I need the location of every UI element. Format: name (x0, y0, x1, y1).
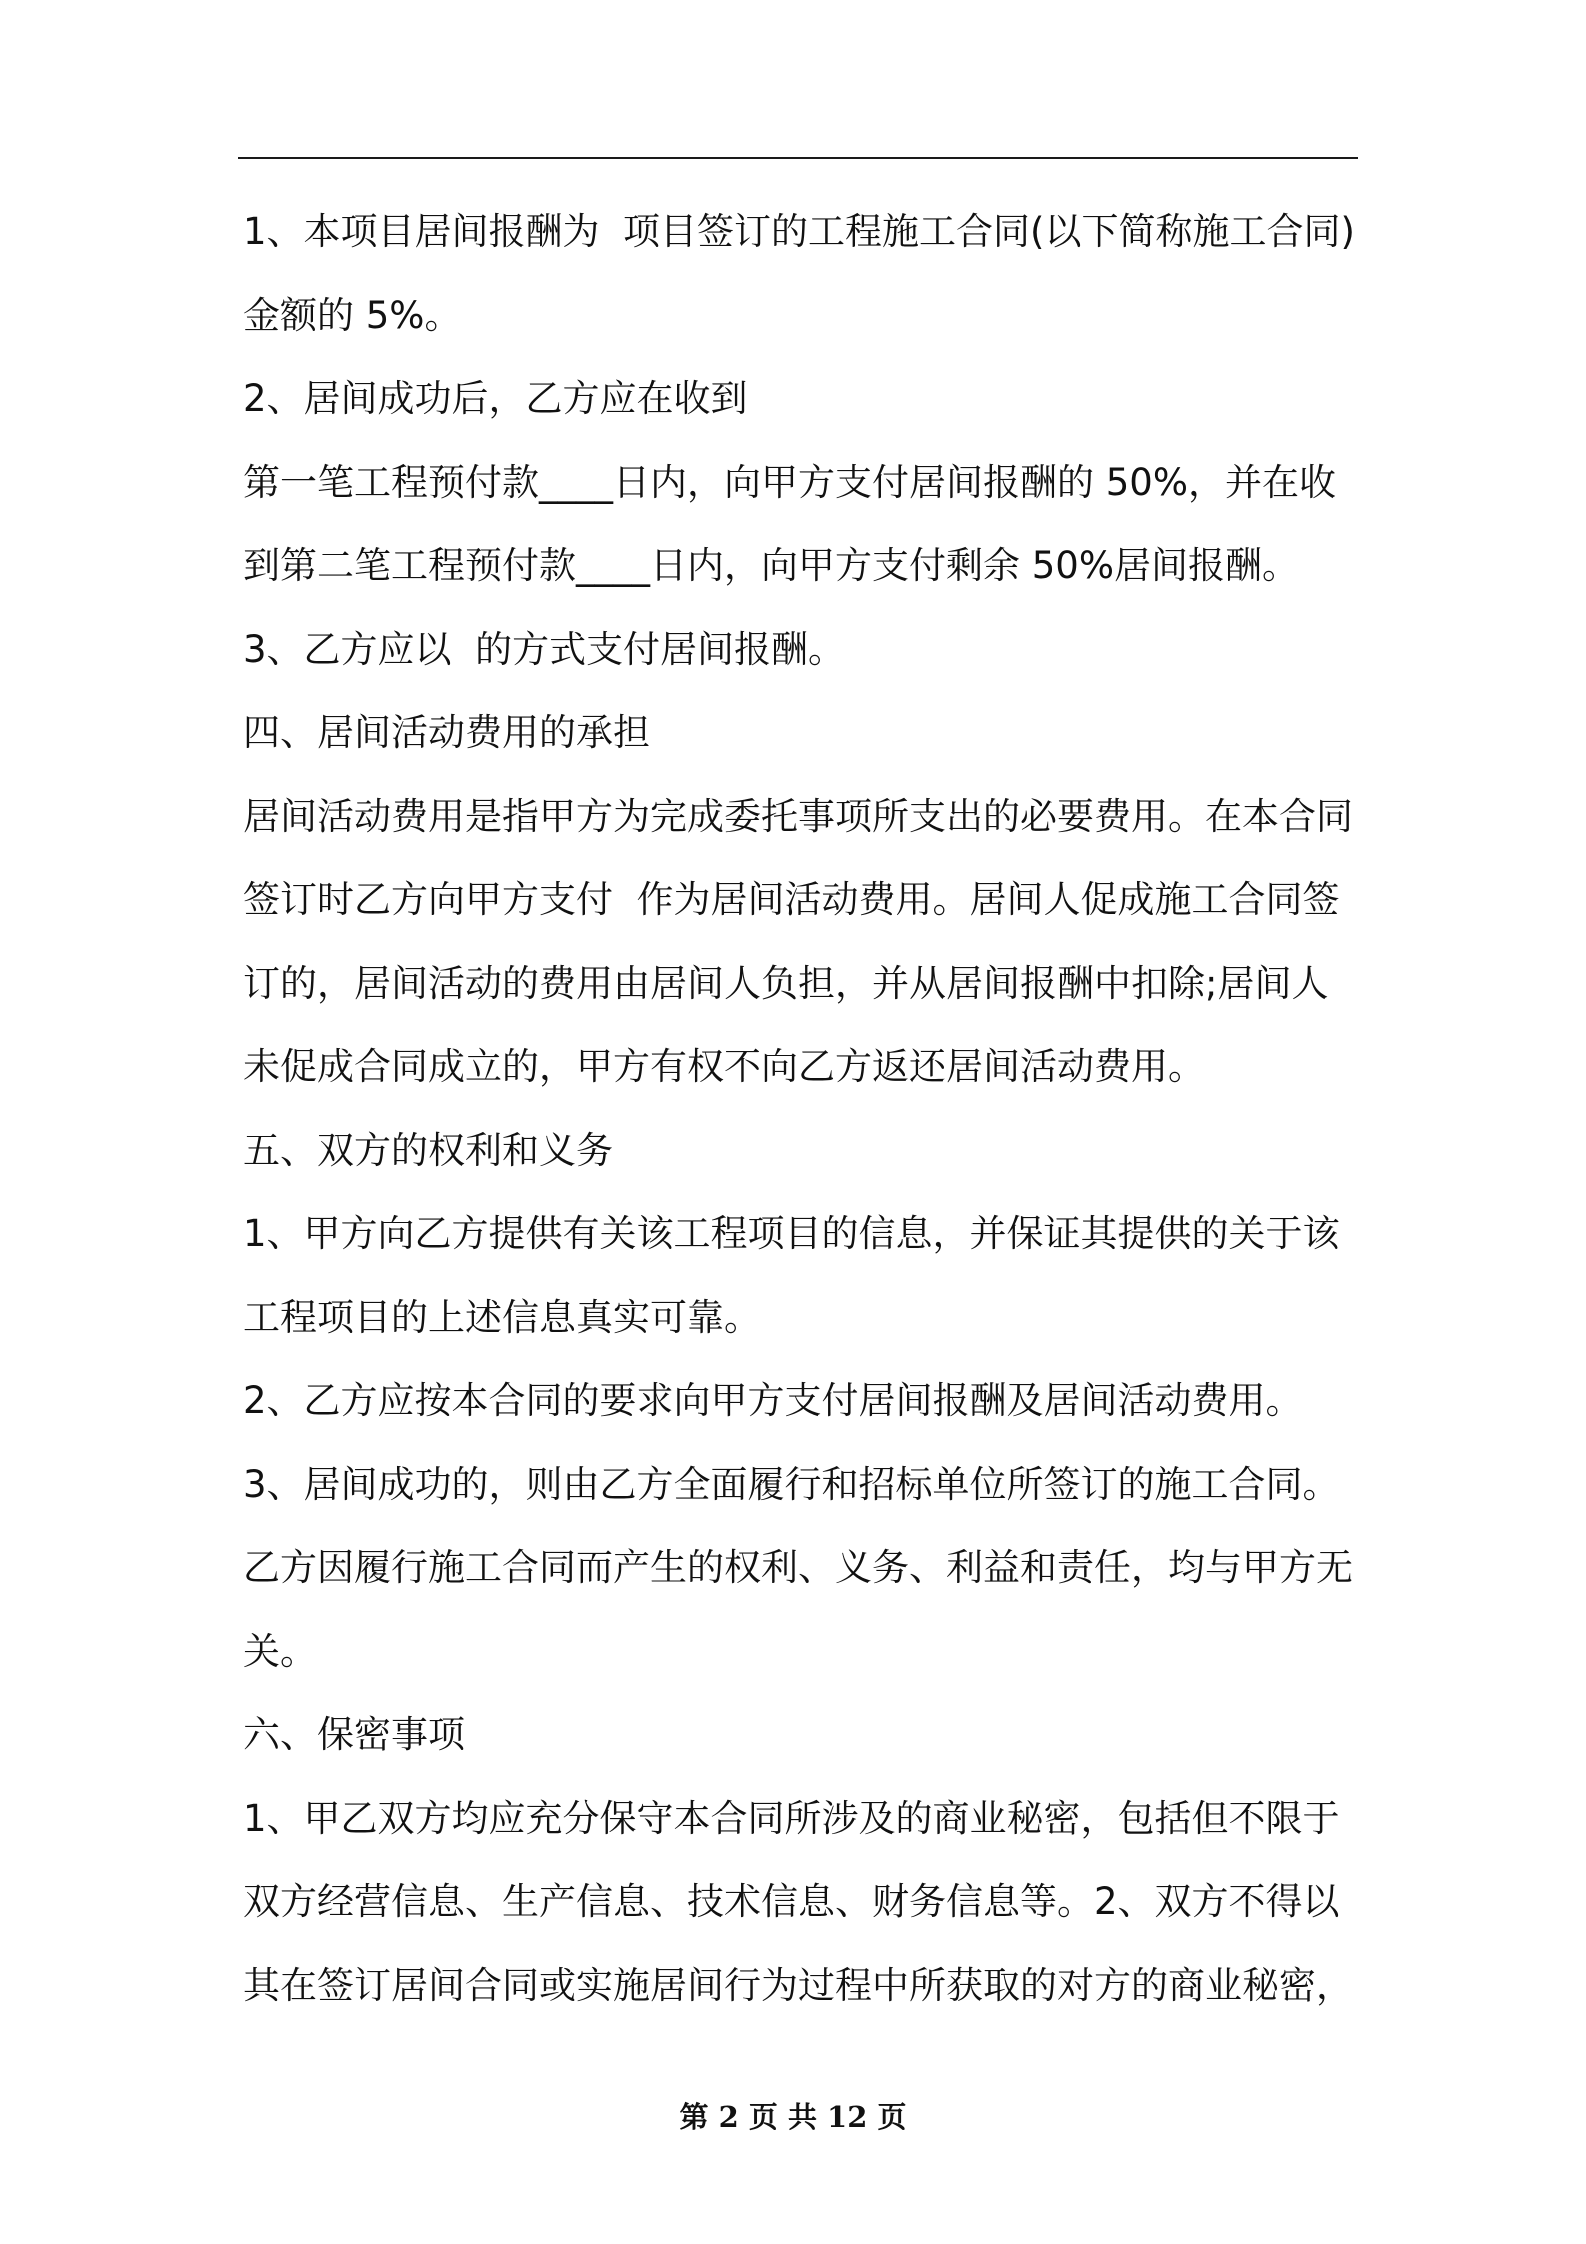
paragraph-line: 其在签订居间合同或实施居间行为过程中所获取的对方的商业秘密， (243, 1963, 1353, 2007)
paragraph-line: 金额的 5%。 (243, 293, 462, 337)
page-number-footer: 第 2 页 共 12 页 (679, 2100, 907, 2134)
paragraph-line: 3、乙方应以 的方式支付居间报酬。 (243, 627, 846, 671)
paragraph-line: 2、居间成功后，乙方应在收到 (243, 377, 748, 420)
paragraph-line: 1、本项目居间报酬为 项目签订的工程施工合同(以下简称施工合同) (243, 210, 1355, 253)
paragraph-line: 关。 (243, 1629, 317, 1673)
paragraph-line: 居间活动费用是指甲方为完成委托事项所支出的必要费用。在本合同 (243, 794, 1353, 838)
header-rule (238, 157, 1358, 159)
paragraph-line: 乙方因履行施工合同而产生的权利、义务、利益和责任，均与甲方无 (243, 1546, 1353, 1589)
document-body (243, 190, 1358, 2027)
section-heading: 六、保密事项 (243, 1713, 465, 1756)
paragraph-line: 订的，居间活动的费用由居间人负担，并从居间报酬中扣除;居间人 (243, 961, 1329, 1005)
paragraph-line: 1、甲乙双方均应充分保守本合同所涉及的商业秘密，包括但不限于 (243, 1796, 1340, 1840)
paragraph-line: 工程项目的上述信息真实可靠。 (243, 1295, 761, 1339)
paragraph-line: 未促成合同成立的，甲方有权不向乙方返还居间活动费用。 (243, 1045, 1205, 1088)
paragraph-line: 1、甲方向乙方提供有关该工程项目的信息，并保证其提供的关于该 (243, 1212, 1340, 1255)
paragraph-line: 3、居间成功的，则由乙方全面履行和招标单位所签订的施工合同。 (243, 1462, 1340, 1506)
paragraph-line: 签订时乙方向甲方支付 作为居间活动费用。居间人促成施工合同签 (243, 878, 1340, 921)
section-heading: 四、居间活动费用的承担 (243, 711, 650, 754)
paragraph-line: 第一笔工程预付款____日内，向甲方支付居间报酬的 50%，并在收 (243, 460, 1336, 504)
section-heading: 五、双方的权利和义务 (243, 1128, 613, 1172)
paragraph-line: 双方经营信息、生产信息、技术信息、财务信息等。2、双方不得以 (243, 1880, 1340, 1923)
paragraph-line: 到第二笔工程预付款____日内，向甲方支付剩余 50%居间报酬。 (243, 544, 1299, 587)
paragraph-line: 2、乙方应按本合同的要求向甲方支付居间报酬及居间活动费用。 (243, 1379, 1303, 1422)
